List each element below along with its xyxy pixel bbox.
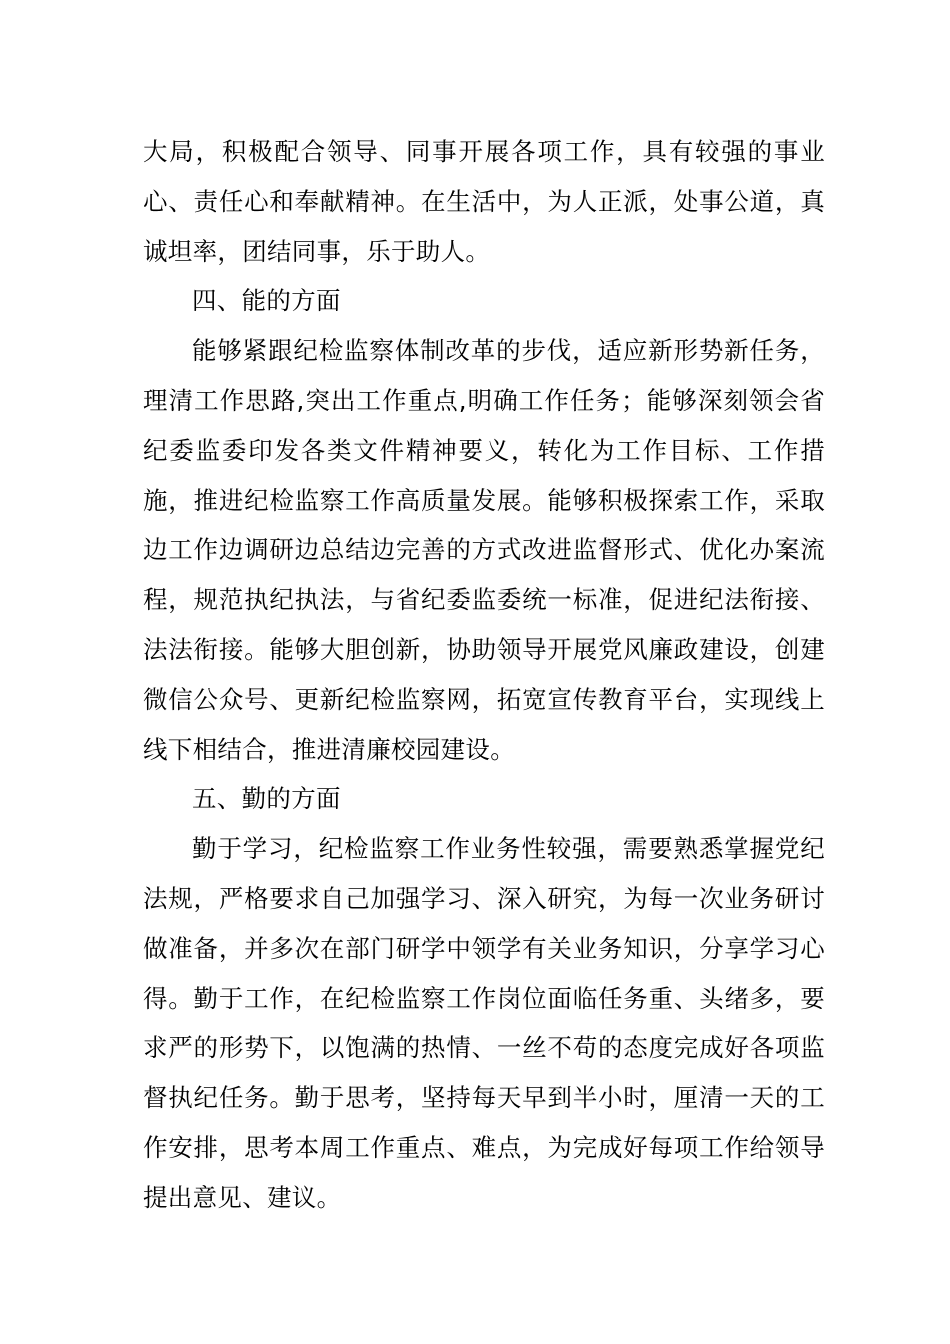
paragraph-diligence: 勤于学习，纪检监察工作业务性较强，需要熟悉掌握党纪法规，严格要求自己加强学习、深入研究，为每一次业务研讨做准备，并多次在部门研学中领学有关业务知识，分享学习心得。勤于工作，在纪检监察工作岗位面临任务重、头绪多，要求严的形势下，以饱满的热情、一丝不苟的态度完成好各项监督执纪任务。勤于思考，坚持每天早到半小时，厘清一天的工作安排，思考本周工作重点、难点，为完成好每项工作给领导提出意见、建议。 — [143, 834, 825, 1212]
section-heading-ability: 四、能的方面 — [192, 286, 341, 316]
paragraph-ability: 能够紧跟纪检监察体制改革的步伐，适应新形势新任务，理清工作思路,突出工作重点,明确工作任务；能够深刻领会省纪委监委印发各类文件精神要义，转化为工作目标、工作措施，推进纪检监察工作高质量发展。能够积极探索工作，采取边工作边调研边总结边完善的方式改进监督形式、优化办案流程，规范执纪执法，与省纪委监委统一标准，促进纪法衔接、法法衔接。能够大胆创新，协助领导开展党风廉政建设，创建微信公众号、更新纪检监察网，拓宽宣传教育平台，实现线上线下相结合，推进清廉校园建设。 — [143, 336, 825, 764]
paragraph-continued: 大局，积极配合领导、同事开展各项工作，具有较强的事业心、责任心和奉献精神。在生活中，为人正派，处事公道，真诚坦率，团结同事，乐于助人。 — [143, 137, 825, 266]
document-body — [143, 127, 825, 1223]
section-heading-diligence: 五、勤的方面 — [192, 784, 341, 814]
